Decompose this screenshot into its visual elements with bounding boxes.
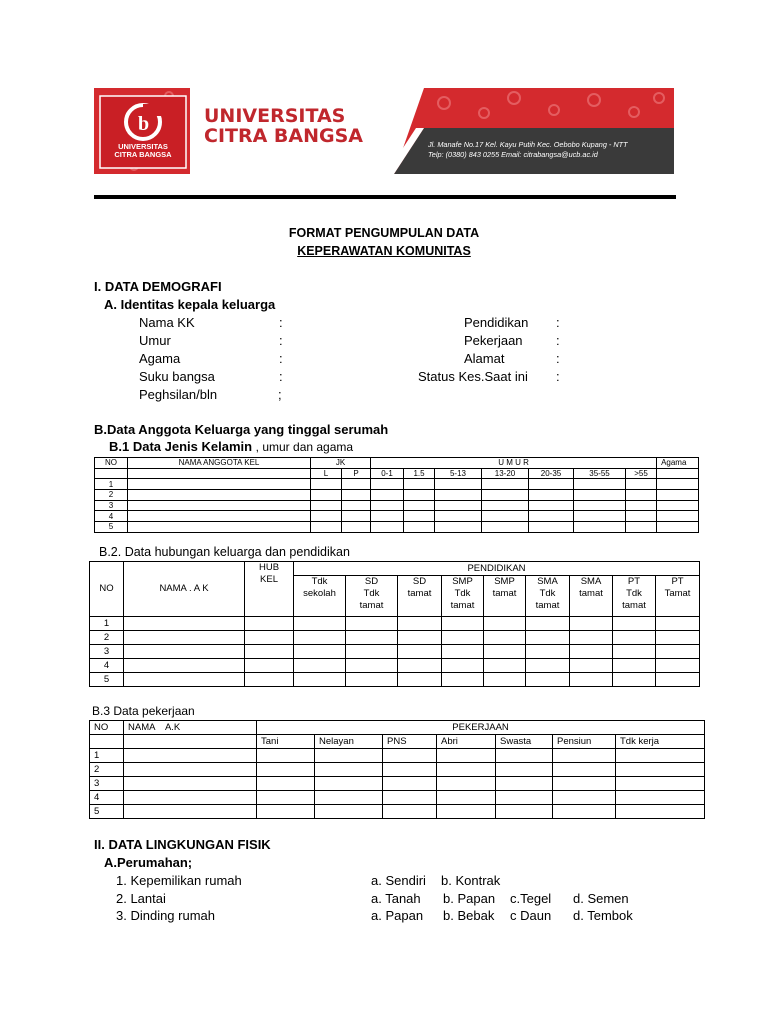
row-number: 1 xyxy=(90,617,124,631)
item-lantai-label: 2. Lantai xyxy=(116,891,166,906)
option-tanah: a. Tanah xyxy=(371,891,421,906)
col-header-umur: U M U R xyxy=(371,458,657,469)
table-cell xyxy=(484,645,526,659)
table-cell xyxy=(484,631,526,645)
col-header-p: P xyxy=(342,468,371,479)
table-cell xyxy=(656,659,700,673)
table-cell xyxy=(574,500,626,511)
table-cell xyxy=(613,617,656,631)
field-agama-label: Agama xyxy=(139,351,181,366)
table-cell xyxy=(398,673,442,687)
table-cell xyxy=(124,673,245,687)
col-header-pekerjaan-1: Nelayan xyxy=(315,735,383,749)
col-header-pekerjaan-2: PNS xyxy=(383,735,437,749)
svg-text:b: b xyxy=(138,113,150,135)
col-header-pendidikan-1: SD Tdk tamat xyxy=(346,576,398,617)
table-cell xyxy=(257,777,315,791)
field-status-kes-colon: : xyxy=(556,369,560,384)
table-row xyxy=(95,511,699,522)
table-cell xyxy=(529,479,574,490)
table-row xyxy=(90,749,705,763)
table-cell xyxy=(496,791,553,805)
table-cell xyxy=(442,617,484,631)
table-cell xyxy=(437,777,496,791)
table-cell xyxy=(124,805,257,819)
table-cell xyxy=(437,805,496,819)
table-cell xyxy=(342,479,371,490)
table-cell xyxy=(257,805,315,819)
table-cell xyxy=(294,617,346,631)
table-header-row xyxy=(90,562,700,576)
col-header-agama: Agama xyxy=(657,458,699,469)
table-row xyxy=(95,522,699,533)
table-cell xyxy=(435,522,482,533)
table-row xyxy=(95,490,699,501)
table-cell xyxy=(616,749,705,763)
table-cell xyxy=(656,631,700,645)
table-cell xyxy=(574,522,626,533)
contact-text: Telp: (0380) 843 0255 Email: citrabangsa@ucb.ac.id xyxy=(428,150,598,159)
option-daun: c Daun xyxy=(510,908,552,923)
table-body xyxy=(90,617,700,687)
table-cell xyxy=(613,645,656,659)
row-number: 4 xyxy=(95,511,128,522)
letterhead-banner xyxy=(94,88,674,174)
table-cell xyxy=(346,659,398,673)
table-cell xyxy=(124,659,245,673)
address-block xyxy=(428,140,628,160)
table-row xyxy=(90,617,700,631)
table-cell xyxy=(404,490,435,501)
col-header-pendidikan-4: SMP tamat xyxy=(484,576,526,617)
table-cell xyxy=(311,522,342,533)
row-number: 5 xyxy=(90,805,124,819)
table-cell xyxy=(128,522,311,533)
table-cell xyxy=(482,522,529,533)
table-cell xyxy=(371,500,404,511)
table-row xyxy=(90,645,700,659)
table-cell xyxy=(346,631,398,645)
col-header-nama: NAMA . A K xyxy=(124,562,245,617)
logo-caption: UNIVERSITAS CITRA BANGSA xyxy=(114,142,172,159)
table-cell xyxy=(346,645,398,659)
table-cell xyxy=(574,490,626,501)
table-cell xyxy=(657,511,699,522)
field-alamat-colon: : xyxy=(556,351,560,366)
row-number: 2 xyxy=(90,763,124,777)
row-number: 3 xyxy=(90,645,124,659)
table-body xyxy=(95,479,699,532)
field-alamat-label: Alamat xyxy=(464,351,505,366)
table-cell xyxy=(128,511,311,522)
row-number: 5 xyxy=(95,522,128,533)
table-cell xyxy=(529,490,574,501)
table-cell xyxy=(383,749,437,763)
b1-title: B.1 Data Jenis Kelamin , umur dan agama xyxy=(109,439,354,454)
table-header-row xyxy=(95,458,699,469)
col-header-pekerjaan: PEKERJAAN xyxy=(257,721,705,735)
table-subheader-row xyxy=(90,735,705,749)
table-cell xyxy=(626,500,657,511)
field-pekerjaan-label: Pekerjaan xyxy=(464,333,523,348)
table-cell xyxy=(342,522,371,533)
table-cell xyxy=(398,645,442,659)
table-cell xyxy=(245,659,294,673)
table-row xyxy=(90,673,700,687)
table-cell xyxy=(311,479,342,490)
section-demografi-heading: I. DATA DEMOGRAFI xyxy=(94,279,222,294)
table-cell xyxy=(484,617,526,631)
col-header-nama: NAMA ANGGOTA KEL xyxy=(128,458,311,469)
identitas-kk-heading: A. Identitas kepala keluarga xyxy=(104,297,276,312)
table-cell xyxy=(124,631,245,645)
table-cell xyxy=(442,631,484,645)
table-header-row xyxy=(90,721,705,735)
field-penghasilan-label: Peghsilan/bln xyxy=(139,387,218,402)
table-cell xyxy=(482,479,529,490)
field-suku-colon: : xyxy=(279,369,283,384)
col-header-no: NO xyxy=(95,458,128,469)
form-title: FORMAT PENGUMPULAN DATA xyxy=(288,226,480,240)
col-header-umur-4: 20-35 xyxy=(529,468,574,479)
table-cell xyxy=(128,490,311,501)
table-cell xyxy=(616,805,705,819)
table-cell xyxy=(342,490,371,501)
table-cell xyxy=(482,490,529,501)
field-pendidikan-label: Pendidikan xyxy=(464,315,529,330)
table-cell xyxy=(553,791,616,805)
lingkungan-fisik-heading: II. DATA LINGKUNGAN FISIK xyxy=(94,837,271,852)
col-header-pekerjaan-5: Pensiun xyxy=(553,735,616,749)
field-status-kes-label: Status Kes.Saat ini xyxy=(418,369,528,384)
col-header-pendidikan-3: SMP Tdk tamat xyxy=(442,576,484,617)
table-cell xyxy=(383,805,437,819)
option-bebak: b. Bebak xyxy=(443,908,495,923)
table-cell xyxy=(124,749,257,763)
table-cell xyxy=(526,617,570,631)
perumahan-heading: A.Perumahan; xyxy=(104,855,193,870)
table-cell xyxy=(371,479,404,490)
field-nama-kk-label: Nama KK xyxy=(139,315,195,330)
table-cell xyxy=(529,500,574,511)
table-cell xyxy=(570,617,613,631)
table-cell xyxy=(574,511,626,522)
table-cell xyxy=(315,805,383,819)
table-cell xyxy=(404,522,435,533)
table-cell xyxy=(128,500,311,511)
table-cell xyxy=(371,511,404,522)
field-pendidikan-colon: : xyxy=(556,315,560,330)
row-number: 4 xyxy=(90,659,124,673)
col-header-pendidikan-5: SMA Tdk tamat xyxy=(526,576,570,617)
table-cell xyxy=(128,479,311,490)
table-cell xyxy=(657,500,699,511)
table-cell xyxy=(124,617,245,631)
table-cell xyxy=(294,673,346,687)
table-cell xyxy=(245,631,294,645)
header-rule xyxy=(94,195,676,199)
option-sendiri: a. Sendiri xyxy=(371,873,426,888)
table-cell xyxy=(371,490,404,501)
field-penghasilan-colon: ; xyxy=(278,387,282,402)
col-header-umur-2: 5-13 xyxy=(435,468,482,479)
option-semen: d. Semen xyxy=(573,891,629,906)
row-number: 1 xyxy=(90,749,124,763)
table-cell xyxy=(311,511,342,522)
table-cell xyxy=(553,749,616,763)
col-header-umur-3: 13-20 xyxy=(482,468,529,479)
col-header-umur-5: 35-55 xyxy=(574,468,626,479)
table-cell xyxy=(657,522,699,533)
table-cell xyxy=(616,791,705,805)
table-cell xyxy=(570,673,613,687)
col-header-pendidikan-0: Tdk sekolah xyxy=(294,576,346,617)
table-cell xyxy=(435,490,482,501)
table-row xyxy=(90,659,700,673)
table-cell xyxy=(482,500,529,511)
table-cell xyxy=(626,490,657,501)
field-pekerjaan-colon: : xyxy=(556,333,560,348)
table-cell xyxy=(553,805,616,819)
table-cell xyxy=(526,673,570,687)
table-cell xyxy=(484,659,526,673)
table-cell xyxy=(656,617,700,631)
table-cell xyxy=(526,631,570,645)
table-cell xyxy=(124,791,257,805)
table-cell xyxy=(656,673,700,687)
table-body xyxy=(90,749,705,819)
table-cell xyxy=(657,479,699,490)
table-row xyxy=(95,500,699,511)
b2-title: B.2. Data hubungan keluarga dan pendidikan xyxy=(99,545,350,559)
row-number: 4 xyxy=(90,791,124,805)
table-cell xyxy=(315,791,383,805)
table-cell xyxy=(496,777,553,791)
table-cell xyxy=(484,673,526,687)
table-cell xyxy=(346,673,398,687)
table-cell xyxy=(570,645,613,659)
address-text: Jl. Manafe No.17 Kel. Kayu Putih Kec. Oebobo Kupang - NTT xyxy=(428,140,628,149)
table-cell xyxy=(529,522,574,533)
table-cell xyxy=(626,479,657,490)
table-subheader-row xyxy=(95,468,699,479)
table-cell xyxy=(435,500,482,511)
col-header-umur-0: 0-1 xyxy=(371,468,404,479)
table-cell xyxy=(526,645,570,659)
table-cell xyxy=(245,645,294,659)
col-header-no: NO xyxy=(90,562,124,617)
form-subtitle: KEPERAWATAN KOMUNITAS xyxy=(297,244,471,258)
table-cell xyxy=(371,522,404,533)
table-cell xyxy=(482,511,529,522)
table-cell xyxy=(616,777,705,791)
table-cell xyxy=(553,777,616,791)
field-agama-colon: : xyxy=(279,351,283,366)
table-cell xyxy=(613,631,656,645)
table-cell xyxy=(124,777,257,791)
table-cell xyxy=(245,617,294,631)
col-header-pendidikan-2: SD tamat xyxy=(398,576,442,617)
table-cell xyxy=(124,763,257,777)
table-row xyxy=(90,791,705,805)
field-umur-colon: : xyxy=(279,333,283,348)
table-cell xyxy=(342,500,371,511)
table-cell xyxy=(257,763,315,777)
b3-title: B.3 Data pekerjaan xyxy=(92,704,195,718)
table-cell xyxy=(437,763,496,777)
table-cell xyxy=(404,479,435,490)
table-cell xyxy=(257,791,315,805)
col-header-pekerjaan-0: Tani xyxy=(257,735,315,749)
table-cell xyxy=(570,659,613,673)
table-cell xyxy=(383,791,437,805)
table-row xyxy=(90,631,700,645)
table-cell xyxy=(437,791,496,805)
banner-graphic xyxy=(94,88,674,174)
table-jenis-kelamin-umur xyxy=(94,457,699,533)
table-cell xyxy=(442,659,484,673)
table-cell xyxy=(435,511,482,522)
option-kontrak: b. Kontrak xyxy=(441,873,501,888)
row-number: 3 xyxy=(95,500,128,511)
table-row xyxy=(95,479,699,490)
row-number: 3 xyxy=(90,777,124,791)
table-cell xyxy=(616,763,705,777)
col-header-l: L xyxy=(311,468,342,479)
col-header-pekerjaan-3: Abri xyxy=(437,735,496,749)
table-cell xyxy=(245,673,294,687)
table-cell xyxy=(294,659,346,673)
field-nama-kk-colon: : xyxy=(279,315,283,330)
table-cell xyxy=(626,522,657,533)
table-cell xyxy=(315,763,383,777)
option-papan: b. Papan xyxy=(443,891,496,906)
table-cell xyxy=(257,749,315,763)
table-cell xyxy=(311,490,342,501)
table-cell xyxy=(626,511,657,522)
table-pekerjaan xyxy=(89,720,705,819)
table-cell xyxy=(294,645,346,659)
table-cell xyxy=(383,763,437,777)
row-number: 2 xyxy=(95,490,128,501)
option-tegel: c.Tegel xyxy=(510,891,552,906)
table-cell xyxy=(496,805,553,819)
table-cell xyxy=(553,763,616,777)
table-cell xyxy=(383,777,437,791)
table-cell xyxy=(311,500,342,511)
col-header-pendidikan-7: PT Tdk tamat xyxy=(613,576,656,617)
field-umur-label: Umur xyxy=(139,333,171,348)
table-hubungan-pendidikan xyxy=(89,561,700,687)
option-dinding-papan: a. Papan xyxy=(371,908,424,923)
anggota-keluarga-heading: B.Data Anggota Keluarga yang tinggal serumah xyxy=(94,422,389,437)
table-cell xyxy=(398,659,442,673)
table-row xyxy=(90,805,705,819)
table-cell xyxy=(435,479,482,490)
col-header-umur-1: 1.5 xyxy=(404,468,435,479)
row-number: 5 xyxy=(90,673,124,687)
item-kepemilikan-label: 1. Kepemilikan rumah xyxy=(116,873,242,888)
table-cell xyxy=(529,511,574,522)
table-cell xyxy=(398,631,442,645)
col-header-hub-kel: HUB KEL xyxy=(245,562,294,617)
table-cell xyxy=(526,659,570,673)
table-row xyxy=(90,763,705,777)
table-row xyxy=(90,777,705,791)
row-number: 2 xyxy=(90,631,124,645)
col-header-pendidikan-8: PT Tamat xyxy=(656,576,700,617)
table-cell xyxy=(613,659,656,673)
table-cell xyxy=(496,749,553,763)
field-suku-label: Suku bangsa xyxy=(139,369,215,384)
col-header-pekerjaan-6: Tdk kerja xyxy=(616,735,705,749)
table-cell xyxy=(315,777,383,791)
col-header-nama: NAMA A.K xyxy=(124,721,257,735)
table-cell xyxy=(496,763,553,777)
table-cell xyxy=(570,631,613,645)
table-cell xyxy=(398,617,442,631)
col-header-no: NO xyxy=(90,721,124,735)
table-cell xyxy=(294,631,346,645)
table-cell xyxy=(124,645,245,659)
university-name: UNIVERSITAS CITRA BANGSA xyxy=(204,105,363,147)
col-header-pekerjaan-4: Swasta xyxy=(496,735,553,749)
table-cell xyxy=(342,511,371,522)
row-number: 1 xyxy=(95,479,128,490)
table-cell xyxy=(404,511,435,522)
table-cell xyxy=(404,500,435,511)
table-cell xyxy=(346,617,398,631)
table-cell xyxy=(657,490,699,501)
item-dinding-label: 3. Dinding rumah xyxy=(116,908,215,923)
table-cell xyxy=(442,645,484,659)
table-cell xyxy=(442,673,484,687)
table-cell xyxy=(613,673,656,687)
col-header-umur-6: >55 xyxy=(626,468,657,479)
table-cell xyxy=(574,479,626,490)
table-cell xyxy=(437,749,496,763)
col-header-pendidikan: PENDIDIKAN xyxy=(294,562,700,576)
col-header-pendidikan-6: SMA tamat xyxy=(570,576,613,617)
table-cell xyxy=(315,749,383,763)
table-cell xyxy=(656,645,700,659)
col-header-jk: JK xyxy=(311,458,371,469)
option-tembok: d. Tembok xyxy=(573,908,633,923)
